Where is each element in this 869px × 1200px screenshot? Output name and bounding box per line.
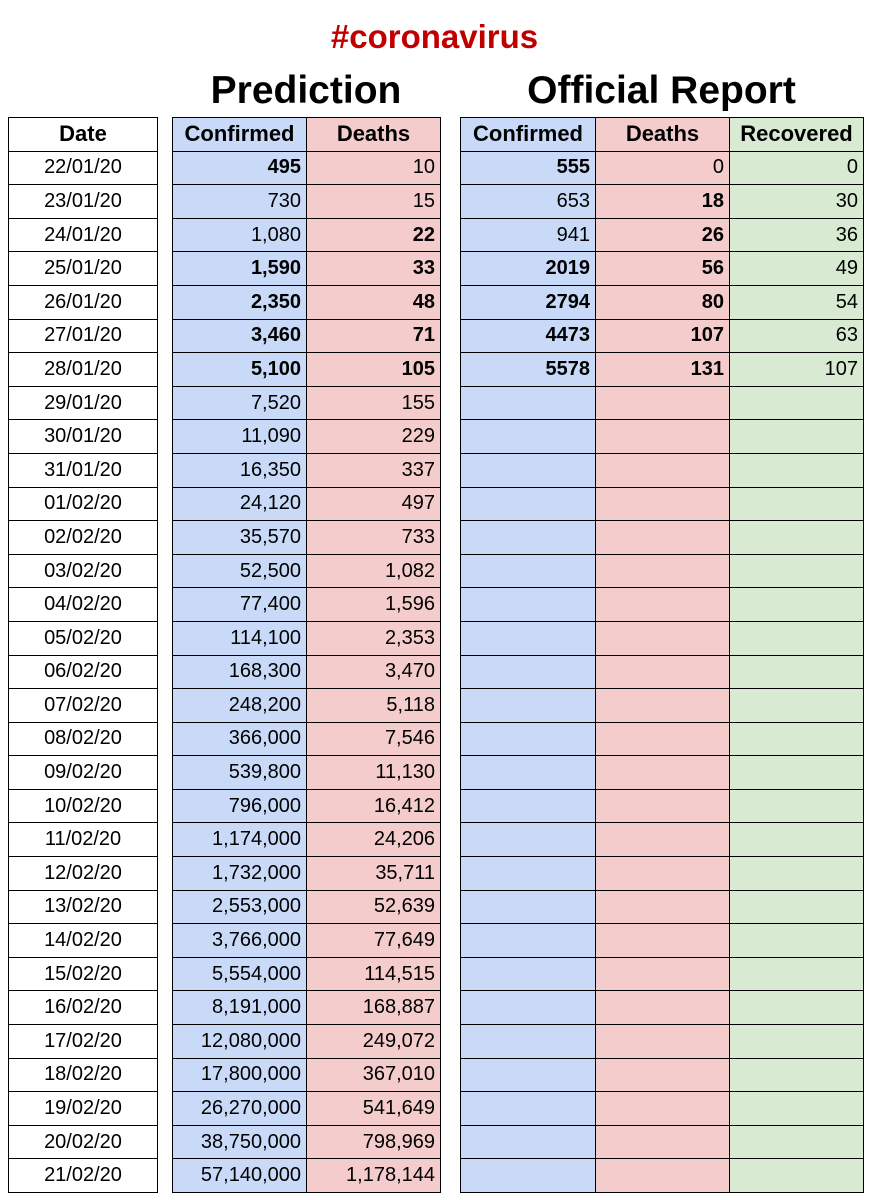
official-row [461,823,864,857]
official-confirmed-cell: 4473 [461,319,596,353]
prediction-deaths-cell: 15 [307,185,441,219]
official-row [461,453,864,487]
official-row [461,151,864,185]
date-row [9,319,158,353]
official-recovered-cell [730,521,864,555]
prediction-confirmed-header: Confirmed [173,118,307,152]
date-cell: 26/01/20 [9,285,158,319]
prediction-deaths-cell: 1,178,144 [307,1159,441,1193]
prediction-confirmed-cell: 1,080 [173,218,307,252]
prediction-deaths-cell: 114,515 [307,957,441,991]
date-cell: 11/02/20 [9,823,158,857]
date-table [8,117,158,1193]
date-row [9,957,158,991]
date-row [9,890,158,924]
date-row [9,588,158,622]
prediction-deaths-cell: 77,649 [307,924,441,958]
official-deaths-cell [596,386,730,420]
prediction-deaths-cell: 33 [307,252,441,286]
prediction-confirmed-cell: 57,140,000 [173,1159,307,1193]
prediction-row [173,353,441,387]
prediction-deaths-cell: 10 [307,151,441,185]
prediction-row [173,1025,441,1059]
official-recovered-cell [730,621,864,655]
official-row [461,487,864,521]
official-row [461,252,864,286]
official-confirmed-cell [461,924,596,958]
prediction-row [173,756,441,790]
official-confirmed-cell [461,588,596,622]
official-confirmed-cell [461,487,596,521]
official-row [461,554,864,588]
official-deaths-header: Deaths [596,118,730,152]
prediction-deaths-cell: 5,118 [307,689,441,723]
official-confirmed-cell [461,621,596,655]
official-row [461,386,864,420]
official-report-title: Official Report [527,69,796,112]
official-deaths-cell: 107 [596,319,730,353]
prediction-confirmed-cell: 12,080,000 [173,1025,307,1059]
official-deaths-cell [596,722,730,756]
date-row [9,1025,158,1059]
prediction-row [173,957,441,991]
official-confirmed-cell [461,554,596,588]
date-cell: 05/02/20 [9,621,158,655]
prediction-confirmed-cell: 24,120 [173,487,307,521]
official-row [461,1058,864,1092]
official-deaths-cell: 56 [596,252,730,286]
official-deaths-cell [596,890,730,924]
official-confirmed-cell: 2794 [461,285,596,319]
official-confirmed-cell [461,789,596,823]
date-cell: 02/02/20 [9,521,158,555]
prediction-confirmed-cell: 5,100 [173,353,307,387]
prediction-row [173,453,441,487]
official-row [461,756,864,790]
date-row [9,285,158,319]
official-deaths-cell: 26 [596,218,730,252]
official-confirmed-cell [461,1025,596,1059]
date-row [9,554,158,588]
date-row [9,252,158,286]
prediction-row [173,420,441,454]
official-row [461,924,864,958]
official-deaths-cell: 131 [596,353,730,387]
official-recovered-cell [730,1125,864,1159]
official-row [461,353,864,387]
official-recovered-cell [730,756,864,790]
date-cell: 15/02/20 [9,957,158,991]
prediction-confirmed-cell: 7,520 [173,386,307,420]
prediction-row [173,1058,441,1092]
prediction-row [173,386,441,420]
official-confirmed-cell [461,756,596,790]
date-cell: 01/02/20 [9,487,158,521]
prediction-confirmed-cell: 17,800,000 [173,1058,307,1092]
official-row [461,890,864,924]
prediction-deaths-cell: 7,546 [307,722,441,756]
official-deaths-cell [596,857,730,891]
prediction-deaths-cell: 497 [307,487,441,521]
date-cell: 16/02/20 [9,991,158,1025]
prediction-confirmed-cell: 5,554,000 [173,957,307,991]
date-cell: 20/02/20 [9,1125,158,1159]
official-deaths-cell [596,789,730,823]
prediction-confirmed-cell: 539,800 [173,756,307,790]
prediction-confirmed-cell: 77,400 [173,588,307,622]
official-recovered-cell [730,420,864,454]
date-cell: 23/01/20 [9,185,158,219]
date-row [9,218,158,252]
official-recovered-cell: 30 [730,185,864,219]
date-cell: 03/02/20 [9,554,158,588]
date-row [9,756,158,790]
official-deaths-cell [596,1025,730,1059]
date-row [9,1159,158,1193]
prediction-row [173,1092,441,1126]
prediction-row [173,521,441,555]
prediction-row [173,1125,441,1159]
official-deaths-cell [596,420,730,454]
prediction-title: Prediction [210,69,402,112]
prediction-confirmed-cell: 796,000 [173,789,307,823]
official-deaths-cell [596,823,730,857]
date-row [9,353,158,387]
prediction-row [173,319,441,353]
official-recovered-cell [730,924,864,958]
prediction-row [173,823,441,857]
official-deaths-cell [596,756,730,790]
official-recovered-cell [730,1092,864,1126]
official-deaths-cell [596,991,730,1025]
official-recovered-cell [730,588,864,622]
prediction-row [173,218,441,252]
date-row [9,621,158,655]
official-deaths-cell: 80 [596,285,730,319]
official-recovered-cell [730,386,864,420]
official-recovered-cell [730,554,864,588]
official-confirmed-cell [461,420,596,454]
prediction-deaths-cell: 1,082 [307,554,441,588]
prediction-row [173,588,441,622]
official-confirmed-cell [461,890,596,924]
official-row [461,1092,864,1126]
official-recovered-cell [730,957,864,991]
official-row [461,789,864,823]
prediction-row [173,621,441,655]
official-recovered-cell: 36 [730,218,864,252]
official-recovered-cell [730,857,864,891]
official-confirmed-cell [461,1092,596,1126]
date-cell: 25/01/20 [9,252,158,286]
official-recovered-cell [730,453,864,487]
prediction-deaths-cell: 367,010 [307,1058,441,1092]
official-deaths-cell [596,554,730,588]
official-recovered-cell: 0 [730,151,864,185]
prediction-deaths-cell: 229 [307,420,441,454]
official-recovered-cell [730,722,864,756]
official-confirmed-cell [461,453,596,487]
official-confirmed-cell: 2019 [461,252,596,286]
prediction-deaths-cell: 3,470 [307,655,441,689]
date-cell: 24/01/20 [9,218,158,252]
date-cell: 29/01/20 [9,386,158,420]
prediction-confirmed-cell: 11,090 [173,420,307,454]
date-row [9,453,158,487]
prediction-row [173,285,441,319]
official-row [461,420,864,454]
prediction-confirmed-cell: 3,766,000 [173,924,307,958]
official-row [461,319,864,353]
prediction-deaths-cell: 249,072 [307,1025,441,1059]
official-deaths-cell [596,621,730,655]
prediction-row [173,722,441,756]
prediction-confirmed-cell: 366,000 [173,722,307,756]
prediction-deaths-cell: 733 [307,521,441,555]
date-cell: 06/02/20 [9,655,158,689]
prediction-deaths-cell: 337 [307,453,441,487]
official-confirmed-cell [461,386,596,420]
official-recovered-cell [730,1159,864,1193]
prediction-confirmed-cell: 730 [173,185,307,219]
official-row [461,857,864,891]
prediction-confirmed-cell: 3,460 [173,319,307,353]
official-row [461,218,864,252]
date-row [9,655,158,689]
prediction-deaths-cell: 35,711 [307,857,441,891]
date-row [9,823,158,857]
official-row [461,1159,864,1193]
prediction-confirmed-cell: 114,100 [173,621,307,655]
prediction-deaths-cell: 22 [307,218,441,252]
official-confirmed-cell [461,521,596,555]
official-row [461,185,864,219]
date-row [9,789,158,823]
official-deaths-cell [596,521,730,555]
prediction-confirmed-cell: 495 [173,151,307,185]
prediction-deaths-cell: 541,649 [307,1092,441,1126]
official-row [461,655,864,689]
official-recovered-cell [730,1025,864,1059]
prediction-deaths-cell: 1,596 [307,588,441,622]
date-row [9,521,158,555]
official-deaths-cell [596,957,730,991]
official-recovered-header: Recovered [730,118,864,152]
prediction-confirmed-cell: 26,270,000 [173,1092,307,1126]
prediction-confirmed-cell: 248,200 [173,689,307,723]
prediction-row [173,890,441,924]
official-confirmed-cell [461,655,596,689]
date-row [9,487,158,521]
date-header: Date [9,118,158,152]
prediction-confirmed-cell: 1,174,000 [173,823,307,857]
date-cell: 28/01/20 [9,353,158,387]
prediction-row [173,655,441,689]
prediction-deaths-cell: 48 [307,285,441,319]
prediction-row [173,487,441,521]
prediction-deaths-cell: 71 [307,319,441,353]
official-row [461,957,864,991]
prediction-confirmed-cell: 2,350 [173,285,307,319]
date-cell: 07/02/20 [9,689,158,723]
prediction-row [173,554,441,588]
prediction-deaths-cell: 105 [307,353,441,387]
date-cell: 22/01/20 [9,151,158,185]
prediction-row [173,1159,441,1193]
date-cell: 30/01/20 [9,420,158,454]
official-row [461,285,864,319]
official-recovered-cell: 49 [730,252,864,286]
date-cell: 08/02/20 [9,722,158,756]
official-deaths-cell [596,1092,730,1126]
date-row [9,386,158,420]
date-row [9,1058,158,1092]
prediction-row [173,151,441,185]
date-cell: 19/02/20 [9,1092,158,1126]
prediction-deaths-cell: 16,412 [307,789,441,823]
prediction-confirmed-cell: 52,500 [173,554,307,588]
official-recovered-cell: 107 [730,353,864,387]
date-row [9,1125,158,1159]
official-confirmed-cell [461,1058,596,1092]
date-row [9,185,158,219]
prediction-deaths-cell: 168,887 [307,991,441,1025]
official-deaths-cell [596,655,730,689]
official-report-table [460,117,864,1193]
official-row [461,1025,864,1059]
date-cell: 13/02/20 [9,890,158,924]
prediction-row [173,924,441,958]
date-cell: 12/02/20 [9,857,158,891]
date-cell: 04/02/20 [9,588,158,622]
official-deaths-cell [596,1159,730,1193]
official-row [461,621,864,655]
prediction-deaths-cell: 11,130 [307,756,441,790]
official-deaths-cell: 18 [596,185,730,219]
official-row [461,722,864,756]
official-row [461,588,864,622]
prediction-confirmed-cell: 168,300 [173,655,307,689]
official-deaths-cell [596,689,730,723]
official-confirmed-cell [461,957,596,991]
date-row [9,991,158,1025]
hashtag-title: #coronavirus [330,18,539,55]
official-confirmed-cell [461,1159,596,1193]
official-confirmed-cell: 653 [461,185,596,219]
prediction-deaths-cell: 798,969 [307,1125,441,1159]
prediction-confirmed-cell: 16,350 [173,453,307,487]
prediction-row [173,185,441,219]
prediction-deaths-header: Deaths [307,118,441,152]
date-cell: 21/02/20 [9,1159,158,1193]
official-confirmed-cell [461,991,596,1025]
prediction-row [173,991,441,1025]
prediction-deaths-cell: 2,353 [307,621,441,655]
date-row [9,1092,158,1126]
official-deaths-cell [596,1125,730,1159]
date-row [9,420,158,454]
date-cell: 09/02/20 [9,756,158,790]
official-recovered-cell: 54 [730,285,864,319]
prediction-confirmed-cell: 35,570 [173,521,307,555]
date-cell: 17/02/20 [9,1025,158,1059]
official-deaths-cell [596,1058,730,1092]
official-recovered-cell [730,487,864,521]
official-recovered-cell [730,789,864,823]
date-row [9,857,158,891]
official-confirmed-cell [461,689,596,723]
prediction-confirmed-cell: 8,191,000 [173,991,307,1025]
official-confirmed-cell: 555 [461,151,596,185]
official-confirmed-header: Confirmed [461,118,596,152]
official-row [461,521,864,555]
official-recovered-cell [730,991,864,1025]
official-deaths-cell [596,453,730,487]
official-recovered-cell [730,823,864,857]
prediction-confirmed-cell: 1,732,000 [173,857,307,891]
official-deaths-cell [596,487,730,521]
date-cell: 14/02/20 [9,924,158,958]
official-row [461,1125,864,1159]
official-recovered-cell [730,1058,864,1092]
date-cell: 18/02/20 [9,1058,158,1092]
prediction-row [173,252,441,286]
date-row [9,924,158,958]
date-row [9,689,158,723]
official-row [461,991,864,1025]
prediction-row [173,689,441,723]
official-confirmed-cell [461,823,596,857]
prediction-deaths-cell: 52,639 [307,890,441,924]
official-recovered-cell: 63 [730,319,864,353]
date-cell: 10/02/20 [9,789,158,823]
date-cell: 27/01/20 [9,319,158,353]
prediction-table [172,117,441,1193]
official-recovered-cell [730,655,864,689]
prediction-confirmed-cell: 38,750,000 [173,1125,307,1159]
prediction-deaths-cell: 24,206 [307,823,441,857]
prediction-row [173,789,441,823]
prediction-confirmed-cell: 2,553,000 [173,890,307,924]
official-confirmed-cell [461,1125,596,1159]
date-row [9,151,158,185]
official-deaths-cell: 0 [596,151,730,185]
official-row [461,689,864,723]
official-confirmed-cell [461,857,596,891]
official-recovered-cell [730,689,864,723]
official-deaths-cell [596,588,730,622]
official-confirmed-cell: 941 [461,218,596,252]
official-recovered-cell [730,890,864,924]
prediction-deaths-cell: 155 [307,386,441,420]
date-cell: 31/01/20 [9,453,158,487]
date-row [9,722,158,756]
prediction-row [173,857,441,891]
prediction-confirmed-cell: 1,590 [173,252,307,286]
official-confirmed-cell [461,722,596,756]
official-deaths-cell [596,924,730,958]
official-confirmed-cell: 5578 [461,353,596,387]
